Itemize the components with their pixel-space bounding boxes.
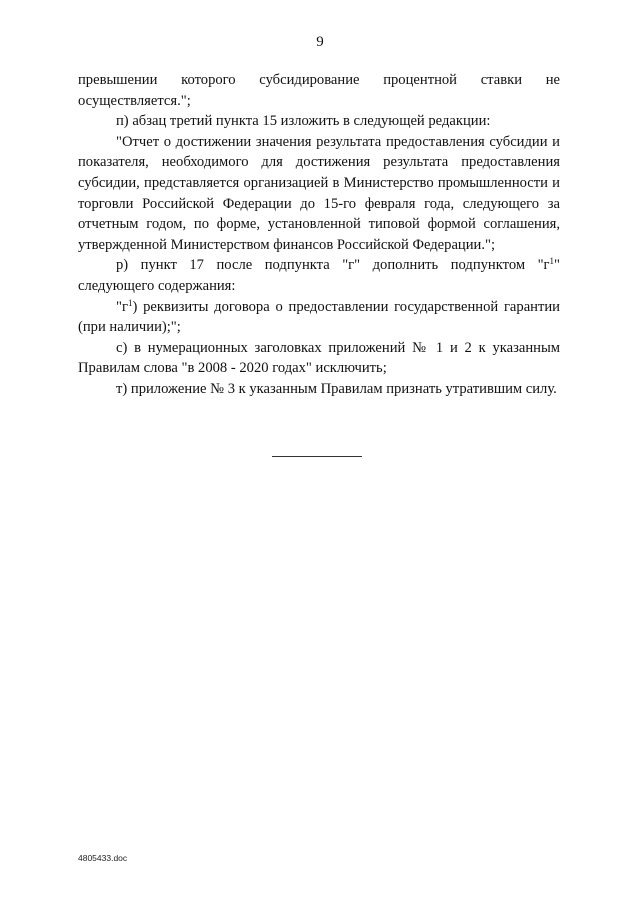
paragraph-quote-g1-before: "г xyxy=(116,298,128,315)
paragraph-quote-g1-after: ) реквизиты договора о предоставлении государственной гарантии (при наличии);"; xyxy=(78,298,560,336)
paragraph-quote-report: "Отчет о достижении значения результата предоставления субсидии и показателя, необходимого для достижения результата предоставления субсидии, представляется организацией в Министерство промышленности и торговли Российской Федерации до 15-го февраля года, следующего за отчетным годом, по форме, установленной типовой формой соглашения, утвержденной Министерством финансов Российской Федерации."; xyxy=(78,133,560,253)
paragraph-item-r-before: р) пункт 17 после подпункта "г" дополнить подпунктом "г xyxy=(116,257,550,274)
superscript-1: 1 xyxy=(127,297,133,308)
paragraph-item-r-line2: следующего содержания: xyxy=(78,277,236,294)
paragraph-continuation xyxy=(78,70,560,111)
paragraph-quote-g1 xyxy=(78,297,560,338)
paragraph-item-p: п) абзац третий пункта 15 изложить в следующей редакции: xyxy=(116,113,491,130)
paragraph-item-r-line1 xyxy=(78,255,560,276)
end-separator-line xyxy=(272,456,362,457)
paragraph-item-r xyxy=(78,255,560,296)
footer-file-name: 4805433.doc xyxy=(78,853,128,863)
paragraph-item-s: с) в нумерационных заголовках приложений № 1 и 2 к указанным Правилам слова "в 2008 - 2020 годах" исключить; xyxy=(78,339,560,377)
paragraph-continuation-line2: осуществляется."; xyxy=(78,92,191,109)
superscript-1: 1 xyxy=(549,256,555,267)
paragraph-continuation-line1: превышении которого субсидирование процентной ставки не xyxy=(78,72,560,88)
paragraph-item-t: т) приложение № 3 к указанным Правилам признать утратившим силу. xyxy=(116,380,557,397)
page-number: 9 xyxy=(316,34,324,50)
document-body xyxy=(78,70,560,400)
paragraph-item-r-after: " xyxy=(554,257,560,274)
